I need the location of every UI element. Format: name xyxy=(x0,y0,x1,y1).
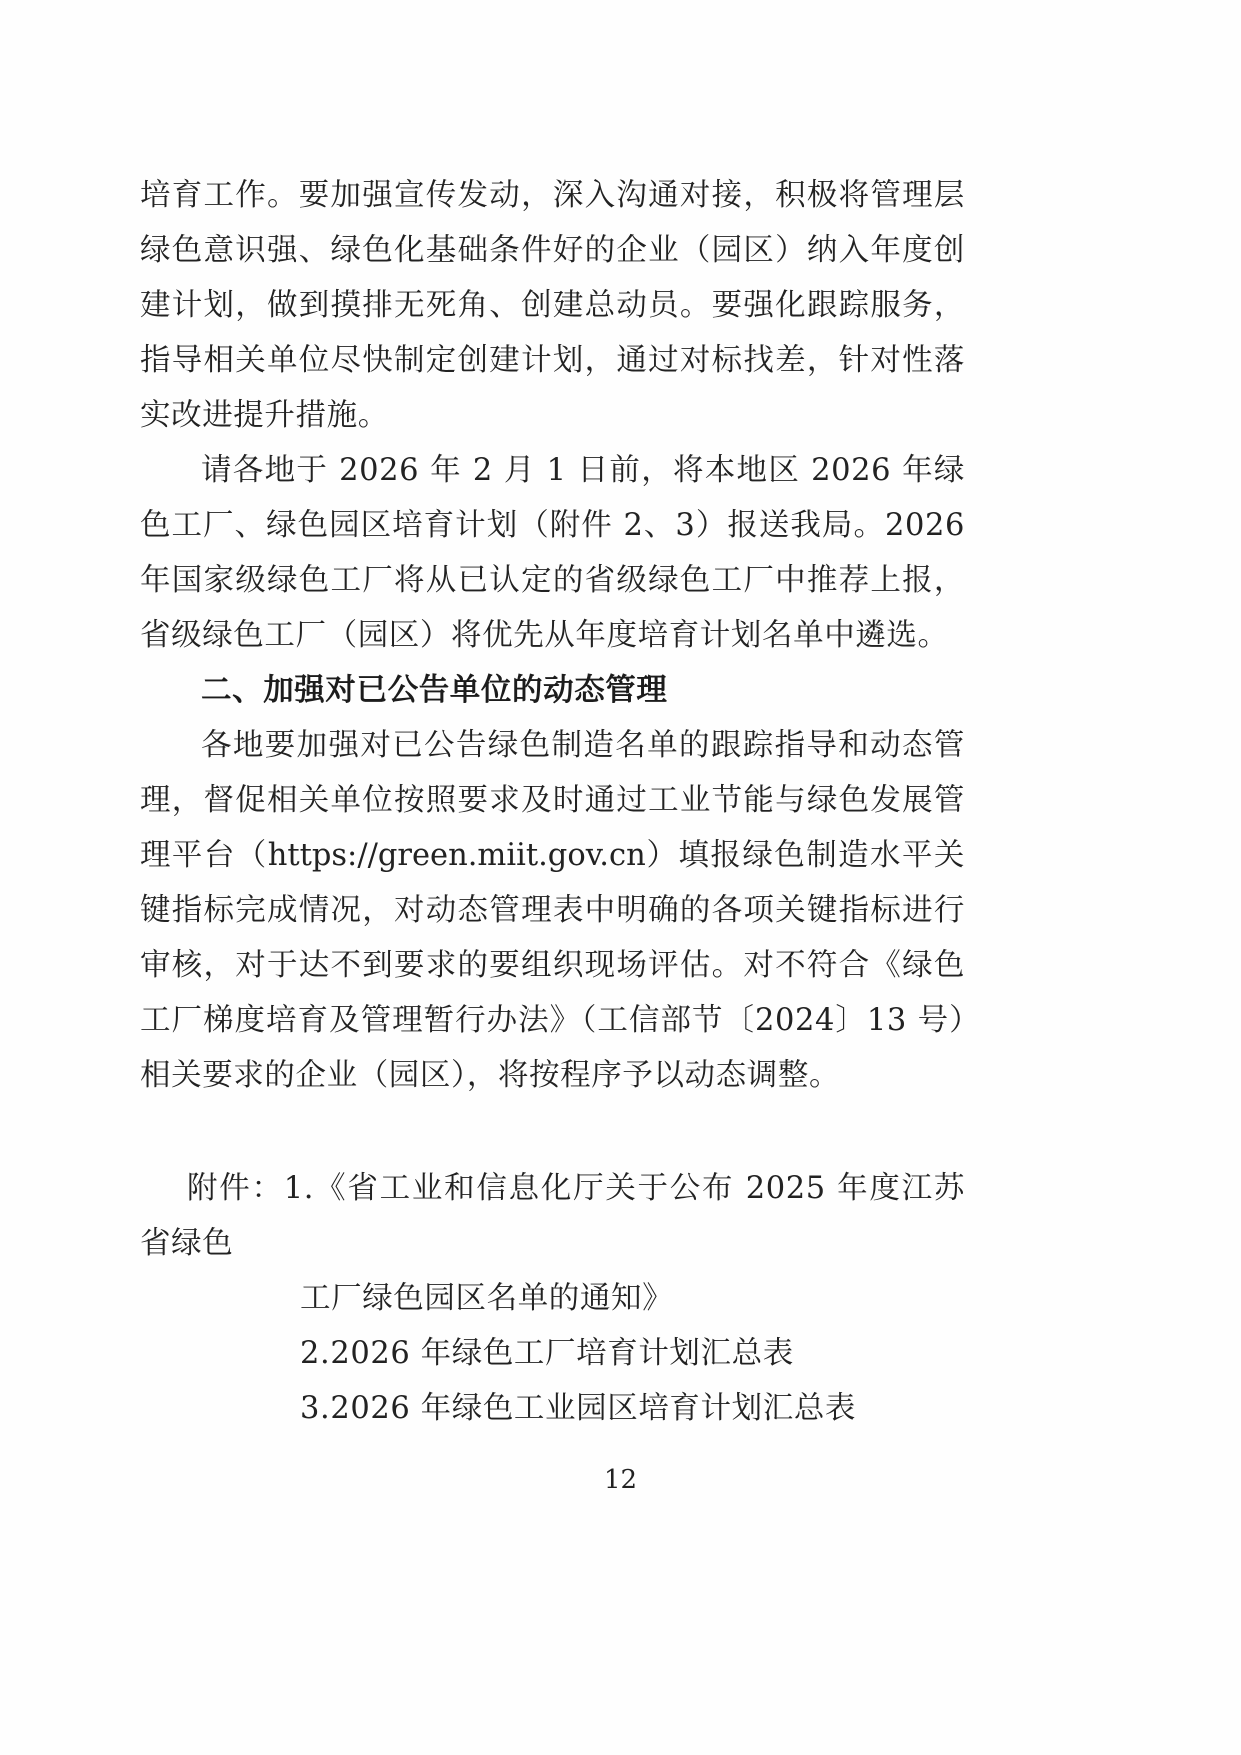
attachment-2-title: 2026 年绿色工厂培育计划汇总表 xyxy=(330,1336,794,1371)
platform-url: https://green.miit.gov.cn xyxy=(267,838,646,873)
paragraph-submission-deadline: 请各地于 2026 年 2 月 1 日前，将本地区 2026 年绿色工厂、绿色园区培育计划（附件 2、3）报送我局。2026 年国家级绿色工厂将从已认定的省级绿色工厂中推荐上报，省级绿色工厂（园区）将优先从年度培育计划名单中遴选。 xyxy=(140,453,965,653)
page-number: 12 xyxy=(603,1465,638,1495)
attachment-1-title-line-1: 《省工业和信息化厅关于公布 2025 年度江苏省绿色 xyxy=(140,1171,965,1261)
document-body xyxy=(140,168,965,1436)
attachment-1-title-line-2: 工厂绿色园区名单的通知》 xyxy=(300,1281,674,1316)
attachment-item-1 xyxy=(140,1161,965,1271)
attachments-label: 附件： xyxy=(187,1171,284,1206)
section-heading-two: 二、加强对已公告单位的动态管理 xyxy=(201,673,668,708)
paragraph-text-part-2: ）填报绿色制造水平关键指标完成情况，对动态管理表中明确的各项关键指标进行审核，对于达不到要求的要组织现场评估。对不符合《绿色工厂梯度培育及管理暂行办法》（工信部节〔2024〕13 号）相关要求的企业（园区），将按程序予以动态调整。 xyxy=(140,838,966,1093)
attachment-1-number: 1. xyxy=(283,1171,315,1206)
paragraph-continuation: 培育工作。要加强宣传发动，深入沟通对接，积极将管理层绿色意识强、绿色化基础条件好的企业（园区）纳入年度创建计划，做到摸排无死角、创建总动员。要强化跟踪服务，指导相关单位尽快制定创建计划，通过对标找差，针对性落实改进提升措施。 xyxy=(140,178,965,433)
paragraph-dynamic-management xyxy=(140,718,965,1103)
attachment-3-title: 2026 年绿色工业园区培育计划汇总表 xyxy=(330,1391,857,1426)
attachment-item-2 xyxy=(140,1326,965,1381)
attachment-item-3 xyxy=(140,1381,965,1436)
attachment-3-number: 3. xyxy=(300,1391,331,1426)
paragraph-text-part-1: 各地要加强对已公告绿色制造名单的跟踪指导和动态管理，督促相关单位按照要求及时通过工业节能与绿色发展管理平台（ xyxy=(140,728,965,873)
attachments-block xyxy=(140,1161,965,1436)
attachment-2-number: 2. xyxy=(300,1336,331,1371)
